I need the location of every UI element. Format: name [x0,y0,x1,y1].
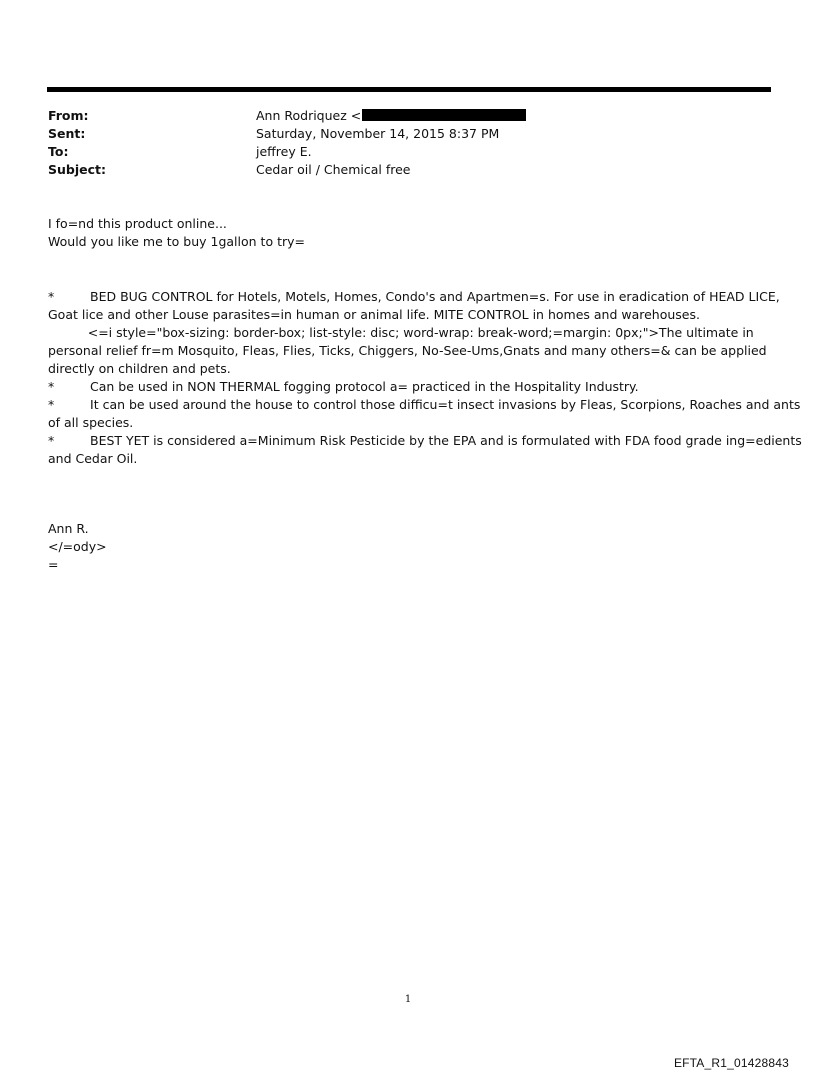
signature-line: </=ody> [48,539,107,554]
signature-line: = [48,557,59,572]
redaction-bar [362,109,526,121]
sent-label: Sent: [48,126,86,141]
from-name: Ann Rodriquez < [256,108,362,123]
page-number: 1 [404,994,412,1005]
to-value: jeffrey E. [256,144,312,159]
intro-line: I fo=nd this product online... [48,216,227,231]
signature-block [48,520,770,574]
body-line: <=i style="box-sizing: border-box; list-style: disc; word-wrap: break-word;=margin: 0px;">The ultimate in [48,325,754,340]
body-line: directly on children and pets. [48,361,231,376]
from-label: From: [48,108,89,123]
body-line: personal relief fr=m Mosquito, Fleas, Flies, Ticks, Chiggers, No-See-Ums,Gnats and many others=& can be applied [48,343,767,358]
subject-value: Cedar oil / Chemical free [256,162,411,177]
from-value [256,107,526,125]
intro-line: Would you like me to buy 1gallon to try= [48,234,305,249]
intro-block [48,215,770,251]
body-line: * BEST YET is considered a=Minimum Risk Pesticide by the EPA and is formulated with FDA food grade ing=edients [48,433,802,448]
body-line: * It can be used around the house to control those difficu=t insect invasions by Fleas, Scorpions, Roaches and ants [48,397,801,412]
body-line: Goat lice and other Louse parasites=in human or animal life. MITE CONTROL in homes and warehouses. [48,307,700,322]
body-line: and Cedar Oil. [48,451,138,466]
sent-value: Saturday, November 14, 2015 8:37 PM [256,126,500,141]
signature-line: Ann R. [48,521,89,536]
to-label: To: [48,144,69,159]
body-line: * Can be used in NON THERMAL fogging protocol a= practiced in the Hospitality Industry. [48,379,639,394]
message-body [48,288,802,468]
subject-label: Subject: [48,162,106,177]
bates-number: EFTA_R1_01428843 [673,1056,789,1070]
body-line: * BED BUG CONTROL for Hotels, Motels, Homes, Condo's and Apartmen=s. For use in eradication of HEAD LICE, [48,289,780,304]
header-rule [47,87,771,92]
body-line: of all species. [48,415,134,430]
